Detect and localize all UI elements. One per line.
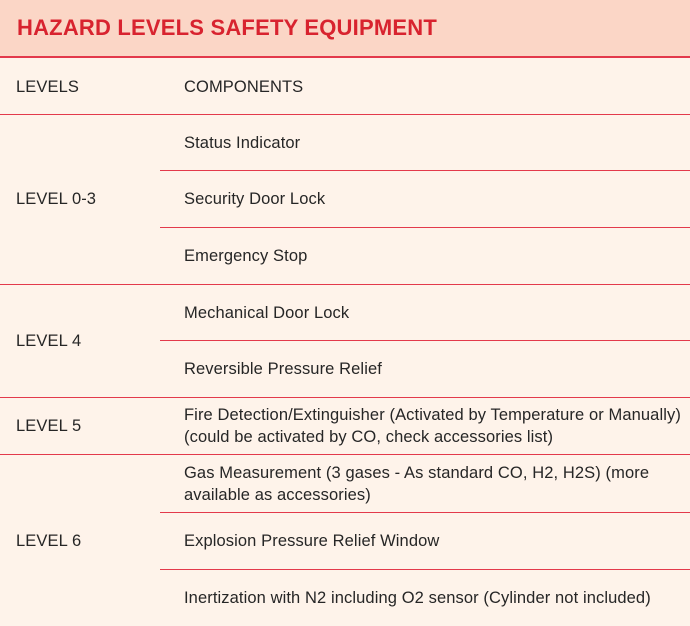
component-item: Mechanical Door Lock <box>184 304 350 322</box>
component-item: Status Indicator <box>184 133 301 152</box>
level-label: LEVEL 4 <box>16 332 82 350</box>
component-item: Explosion Pressure Relief Window <box>184 532 440 550</box>
component-item: Fire Detection/Extinguisher (Activated by Temperature or Manually) (could be activated by CO, check accessories list) <box>184 406 681 446</box>
header-components: COMPONENTS <box>184 78 304 96</box>
component-item: Reversible Pressure Relief <box>184 360 382 378</box>
component-item: Gas Measurement (3 gases - As standard CO, H2, H2S) (more available as accessories) <box>184 463 650 504</box>
component-item: Inertization with N2 including O2 sensor (Cylinder not included) <box>184 589 651 607</box>
component-item: Security Door Lock <box>184 190 326 208</box>
level-label: LEVEL 5 <box>16 417 82 435</box>
title-bar <box>0 0 690 58</box>
header-levels: LEVELS <box>16 78 79 96</box>
level-label: LEVEL 0-3 <box>16 190 97 208</box>
level-label: LEVEL 6 <box>16 531 82 550</box>
page-title: HAZARD LEVELS SAFETY EQUIPMENT <box>17 15 437 40</box>
component-item: Emergency Stop <box>184 247 308 265</box>
